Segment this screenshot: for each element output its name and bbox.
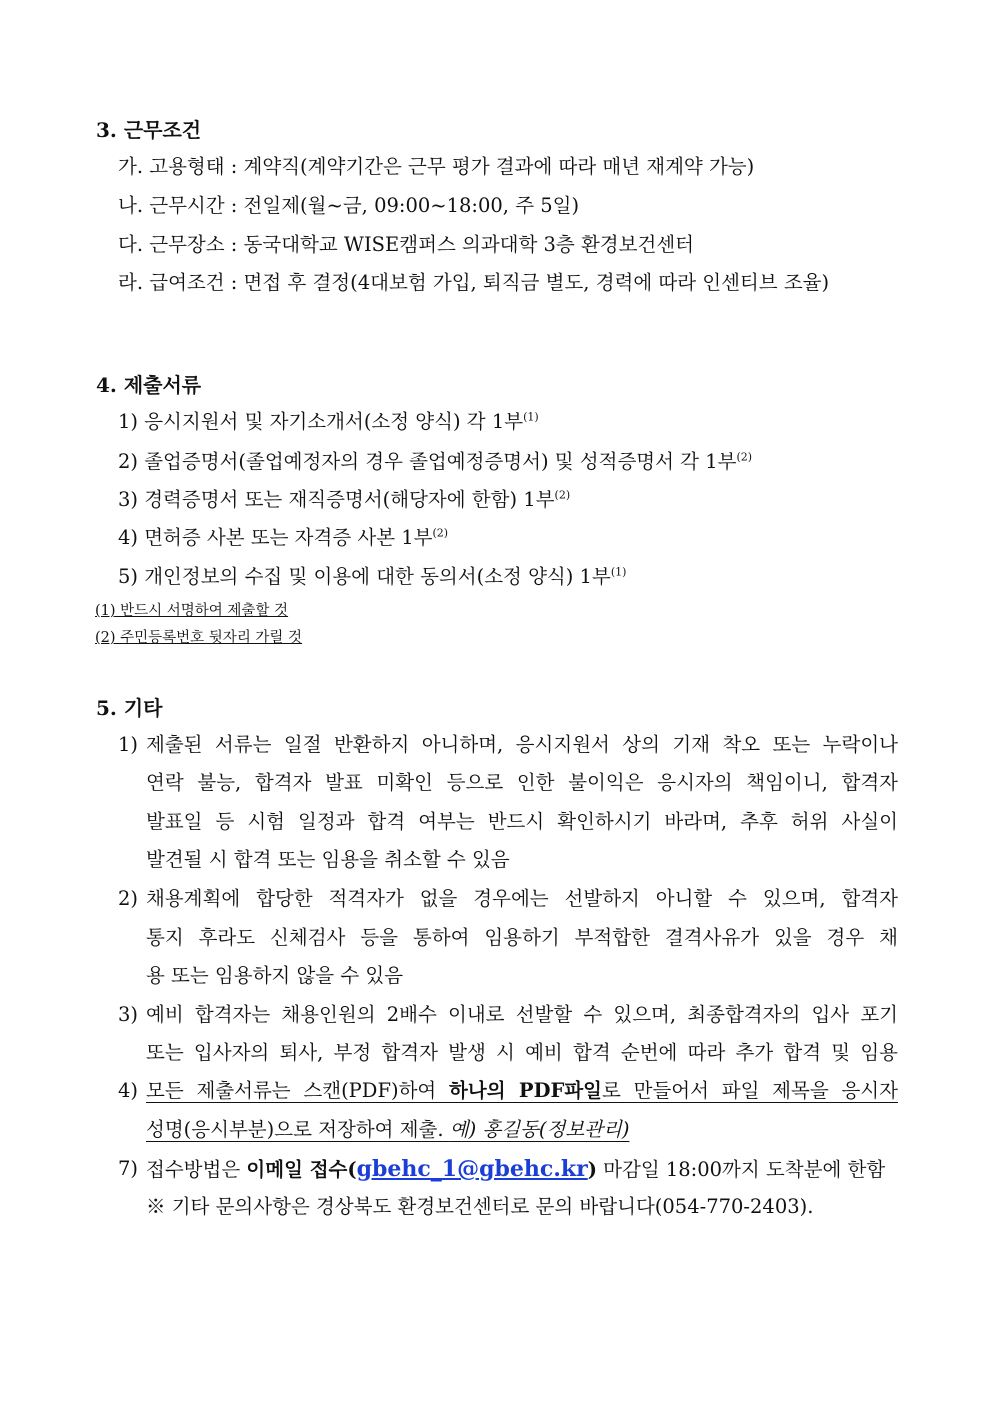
section3-item-work-hours: 나. 근무시간 : 전일제(월~금, 09:00~18:00, 주 5일)	[118, 194, 580, 217]
section5-item2-line: 채용계획에 합당한 적격자가 없을 경우에는 선발하지 아니할 수 있으며, 합격자	[146, 887, 898, 910]
item4-text: 성명(응시부분)으로 저장하여 제출.	[146, 1118, 450, 1141]
contact-note: ※ 기타 문의사항은 경상북도 환경보건센터로 문의 바랍니다(054-770-2403).	[146, 1195, 814, 1218]
doc-note-ref: (1)	[523, 410, 539, 424]
section4-doc-2	[118, 448, 752, 476]
email-link[interactable]: gbehc_1@gbehc.kr	[356, 1156, 588, 1182]
section5-item1-number: 1)	[118, 733, 139, 756]
section4-heading: 4. 제출서류	[96, 373, 202, 397]
section5-item4-line2	[146, 1116, 629, 1144]
section5-item1-line: 제출된 서류는 일절 반환하지 아니하며, 응시지원서 상의 기재 착오 또는 누락이나	[146, 733, 898, 756]
item4-text: 로 만들어서 파일 제목을 응시자	[602, 1079, 898, 1102]
paren-close: )	[587, 1158, 597, 1181]
section4-doc-3	[118, 486, 570, 514]
section3-item-salary: 라. 급여조건 : 면접 후 결정(4대보험 가입, 퇴직금 별도, 경력에 따라 인센티브 조율)	[118, 271, 830, 294]
section5-item2-number: 2)	[118, 887, 139, 910]
email-submission-label: 이메일 접수	[246, 1158, 348, 1181]
section5-item3-number: 3)	[118, 1003, 139, 1026]
section4-doc-5	[118, 563, 626, 591]
section5-item3-line: 또는 입사자의 퇴사, 부정 합격자 발생 시 예비 합격 순번에 따라 추가 합격 및 임용	[146, 1041, 898, 1064]
item7-text: 접수방법은	[146, 1158, 247, 1181]
section5-item4-number: 4)	[118, 1079, 139, 1102]
doc-note-ref: (2)	[432, 526, 449, 540]
doc-text: 4) 면허증 사본 또는 자격증 사본 1부	[118, 526, 433, 549]
section4-doc-1	[118, 408, 539, 436]
section4-doc-4	[118, 524, 448, 552]
item4-bold-text: 하나의 PDF파일	[449, 1079, 602, 1102]
doc-text: 3) 경력증명서 또는 재직증명서(해당자에 한함) 1부	[118, 488, 555, 511]
footnote-1: (1) 반드시 서명하여 제출할 것	[95, 603, 289, 619]
doc-text: 1) 응시지원서 및 자기소개서(소정 양식) 각 1부	[118, 410, 524, 433]
section5-item1-line: 발견될 시 합격 또는 임용을 취소할 수 있음	[146, 848, 510, 871]
section3-item-employment-type: 가. 고용형태 : 계약직(계약기간은 근무 평가 결과에 따라 매년 재계약 가능)	[118, 155, 755, 178]
section5-item4-line1	[146, 1077, 898, 1105]
section5-item2-line: 용 또는 임용하지 않을 수 있음	[146, 964, 404, 987]
doc-note-ref: (2)	[554, 488, 571, 502]
item7-text: 마감일 18:00까지 도착분에 한함	[596, 1158, 886, 1181]
footnote-2: (2) 주민등록번호 뒷자리 가릴 것	[95, 630, 303, 646]
section5-item7-line	[146, 1155, 885, 1184]
section5-item7-number: 7)	[118, 1157, 139, 1180]
section3-item-work-place: 다. 근무장소 : 동국대학교 WISE캠퍼스 의과대학 3층 환경보건센터	[118, 233, 694, 256]
doc-text: 5) 개인정보의 수집 및 이용에 대한 동의서(소정 양식) 1부	[118, 565, 611, 588]
section5-item1-line: 발표일 등 시험 일정과 합격 여부는 반드시 확인하시기 바라며, 추후 허위 사실이	[146, 810, 898, 833]
section3-heading: 3. 근무조건	[96, 118, 202, 142]
paren-open: (	[347, 1158, 357, 1181]
section5-item1-line: 연락 불능, 합격자 발표 미확인 등으로 인한 불이익은 응시자의 책임이니, 합격자	[146, 771, 898, 794]
section5-item2-line: 통지 후라도 신체검사 등을 통하여 임용하기 부적합한 결격사유가 있을 경우 채	[146, 926, 898, 949]
section5-heading: 5. 기타	[96, 696, 163, 720]
item4-example: 예) 홍길동(정보관리)	[449, 1118, 630, 1141]
doc-note-ref: (1)	[610, 565, 627, 579]
section5-item3-line: 예비 합격자는 채용인원의 2배수 이내로 선발할 수 있으며, 최종합격자의 입사 포기	[146, 1003, 898, 1026]
item4-text: 모든 제출서류는 스캔(PDF)하여	[146, 1079, 450, 1102]
doc-text: 2) 졸업증명서(졸업예정자의 경우 졸업예정증명서) 및 성적증명서 각 1부	[118, 450, 737, 473]
doc-note-ref: (2)	[736, 450, 753, 464]
